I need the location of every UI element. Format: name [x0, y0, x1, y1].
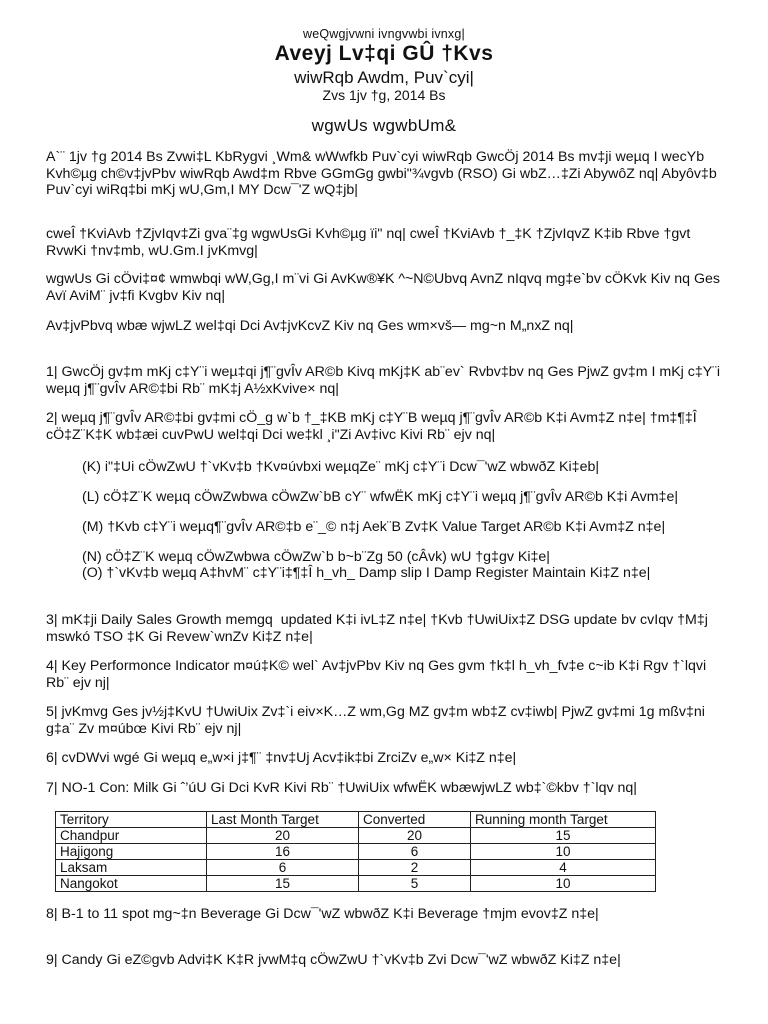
- converted-cell: 2: [359, 860, 471, 876]
- table-row: [56, 828, 656, 844]
- item-2-sub-m: (M) †Kvb c‡Y¨i weµq¶¨gvÎv AR©‡b e¨_© n‡j Aek¨B Zv‡K Value Target AR©b K‡i Avm‡Z n‡e|: [82, 519, 666, 535]
- opening-paragraph: cweÎ †KviAvb †ZjvIqv‡Zi gva¨‡g wgwUsGi Kvh©µg ïi" nq| cweÎ †KviAvb †_‡K †ZjvIqvZ K‡ib Rbve †gvt RvwKi †nv‡mb, wU.Gm.I jvKmvg|: [46, 226, 695, 259]
- item-2-sub-o: (O) †`vKv‡b weµq A‡hvM¨ c‡Y¨i‡¶‡Î h_vh_ Damp slip I Damp Register Maintain Ki‡Z n‡e|: [82, 565, 651, 581]
- running-month-target-cell: 10: [471, 876, 656, 892]
- item-1: 1| GwcÖj gv‡m mKj c‡Y¨i weµ‡qi j¶¨gvÎv AR©b Kivq mKj‡K ab¨ev` Rvbv‡bv nq Ges PjwZ gv‡m I mKj c‡Y¨i weµq j¶¨gvÎv AR©‡bi Rb¨ mK‡j A½xKvive× nq|: [46, 364, 725, 397]
- item-2-sub-k: (K) i"‡Ui cÖwZwU †`vKv‡b †Kv¤úvbxi weµqZe¨ mKj c‡Y¨i Dcw¯'wZ wbwðZ Ki‡eb|: [82, 459, 600, 475]
- column-header: Converted: [359, 812, 471, 828]
- minutes-heading: wgwUs wgwbUm&: [311, 116, 457, 135]
- item-9: 9| Candy Gi eZ©gvb Advi‡K K‡R jvwM‡q cÖwZwU †`vKv‡b Zvi Dcw¯'wZ wbwðZ Ki‡Z n‡e|: [46, 952, 621, 968]
- table-row: [56, 844, 656, 860]
- converted-cell: 6: [359, 844, 471, 860]
- running-month-target-cell: 10: [471, 844, 656, 860]
- table-row: [56, 860, 656, 876]
- item-5: 5| jvKmvg Ges jv½j‡KvU †UwiUix Zv‡`i eiv×K…Z wm,Gg MZ gv‡m wb‡Z cv‡iwb| PjwZ gv‡mi 1g mßv‡ni g‡a¨ Zv m¤úbœ Kivi Rb¨ ejv nj|: [46, 704, 709, 737]
- territory-cell: Hajigong: [56, 844, 207, 860]
- item-4: 4| Key Performonce Indicator m¤ú‡K© wel` Av‡jvPbv Kiv nq Ges gvm †k‡l h_vh_fv‡e c~ib K‡i Rgv †`lqvi Rb¨ ejv nj|: [46, 658, 711, 691]
- condolence-paragraph: wgwUs Gi cÖvi‡¤¢ wmwbqi wW,Gg,I m¨vi Gi AvKw®¥K ^~N©Ubvq AvnZ nIqvq mg‡e`bv cÖKvk Kiv nq Ges Avï AviM¨ jv‡fi Kvgbv Kiv nq|: [46, 271, 724, 304]
- last-month-target-cell: 6: [207, 860, 359, 876]
- territory-cell: Laksam: [56, 860, 207, 876]
- column-header: Running month Target: [471, 812, 656, 828]
- running-month-target-cell: 15: [471, 828, 656, 844]
- territory-cell: Nangokot: [56, 876, 207, 892]
- territory-target-table: [55, 811, 656, 892]
- table-row: [56, 876, 656, 892]
- converted-cell: 20: [359, 828, 471, 844]
- column-header: Territory: [56, 812, 207, 828]
- converted-cell: 5: [359, 876, 471, 892]
- territory-cell: Chandpur: [56, 828, 207, 844]
- running-month-target-cell: 4: [471, 860, 656, 876]
- last-month-target-cell: 15: [207, 876, 359, 892]
- company-title: Aveyj Lv‡qi GÛ †Kvs: [274, 42, 494, 65]
- discussion-paragraph: Av‡jvPbvq wbæ wjwLZ wel‡qi Dci Av‡jvKcvZ Kiv nq Ges wm×vš— mg~n M„nxZ nq|: [46, 318, 574, 334]
- item-6: 6| cvDWvi wgé Gi weµq e„w×i j‡¶¨ ‡nv‡Uj Acv‡ik‡bi ZrciZv e„w× Ki‡Z n‡e|: [46, 750, 517, 766]
- column-header: Last Month Target: [207, 812, 359, 828]
- item-2-sub-l: (L) cÖ‡Z¨K weµq cÖwZwbwa cÖwZw`bB cY¨ wfwËK mKj c‡Y¨i weµq j¶¨gvÎv AR©b K‡i Avm‡e|: [82, 489, 679, 505]
- item-8: 8| B-1 to 11 spot mg~‡n Beverage Gi Dcw¯'wZ wbwðZ K‡i Beverage †mjm evov‡Z n‡e|: [46, 906, 599, 922]
- item-3: 3| mK‡ji Daily Sales Growth memgq updated K‡i ivL‡Z n‡e| †Kvb †UwiUix‡Z DSG update bv cvIqv †M‡j mswkó TSO ‡K Gi Revew`wnZv Ki‡Z n‡e|: [46, 612, 712, 645]
- item-2-sub-n: (N) cÖ‡Z¨K weµq cÖwZwbwa cÖwZw`b b~b¨Zg 50 (cÂvk) wU †g‡gv Ki‡e|: [82, 549, 550, 565]
- meeting-date: Zvs 1jv †g, 2014 Bs: [322, 87, 446, 103]
- item-2: 2| weµq j¶¨gvÎv AR©‡bi gv‡mi cÖ_g w`b †_‡KB mKj c‡Y¨B weµq j¶¨gvÎv AR©b K‡i Avm‡Z n‡e| †m‡¶‡Î cÖ‡Z¨K‡K wb‡æi cuvPwU wel‡qi Dci we‡kl ¸i"Zi Av‡ivc Kivi Rb¨ ejv nq|: [46, 410, 701, 443]
- item-7: 7| NO-1 Con: Milk Gi ˆ’úU Gi Dci KvR Kivi Rb¨ †UwiUix wfwËK wbæwjwLZ wb‡`©kbv †`lqv nq|: [46, 780, 637, 796]
- last-month-target-cell: 20: [207, 828, 359, 844]
- intro-paragraph: A`¨ 1jv †g 2014 Bs Zvwi‡L KbRygvi ¸Wm& wWwfkb Puv`cyi wiwRqb GwcÖj 2014 Bs mv‡ji weµq I wecYb Kvh©µg ch©v‡jvPbv wiwRqb Awd‡m Rbve GGmGg gwbi"¾vgvb (RSO) Gi wbZ…‡Zi AbywôZ nq| Abyôv‡b Puv`cyi wiRq‡bi mKj wU,Gm,I MY Dcw¯'Z wQ‡jb|: [46, 149, 721, 198]
- office-subtitle: wiwRqb Awdm, Puv`cyi|: [294, 68, 474, 87]
- table-header-row: [56, 812, 656, 828]
- last-month-target-cell: 16: [207, 844, 359, 860]
- ministry-line: weQwgjvwni ivngvwbi ivnxg|: [303, 27, 465, 41]
